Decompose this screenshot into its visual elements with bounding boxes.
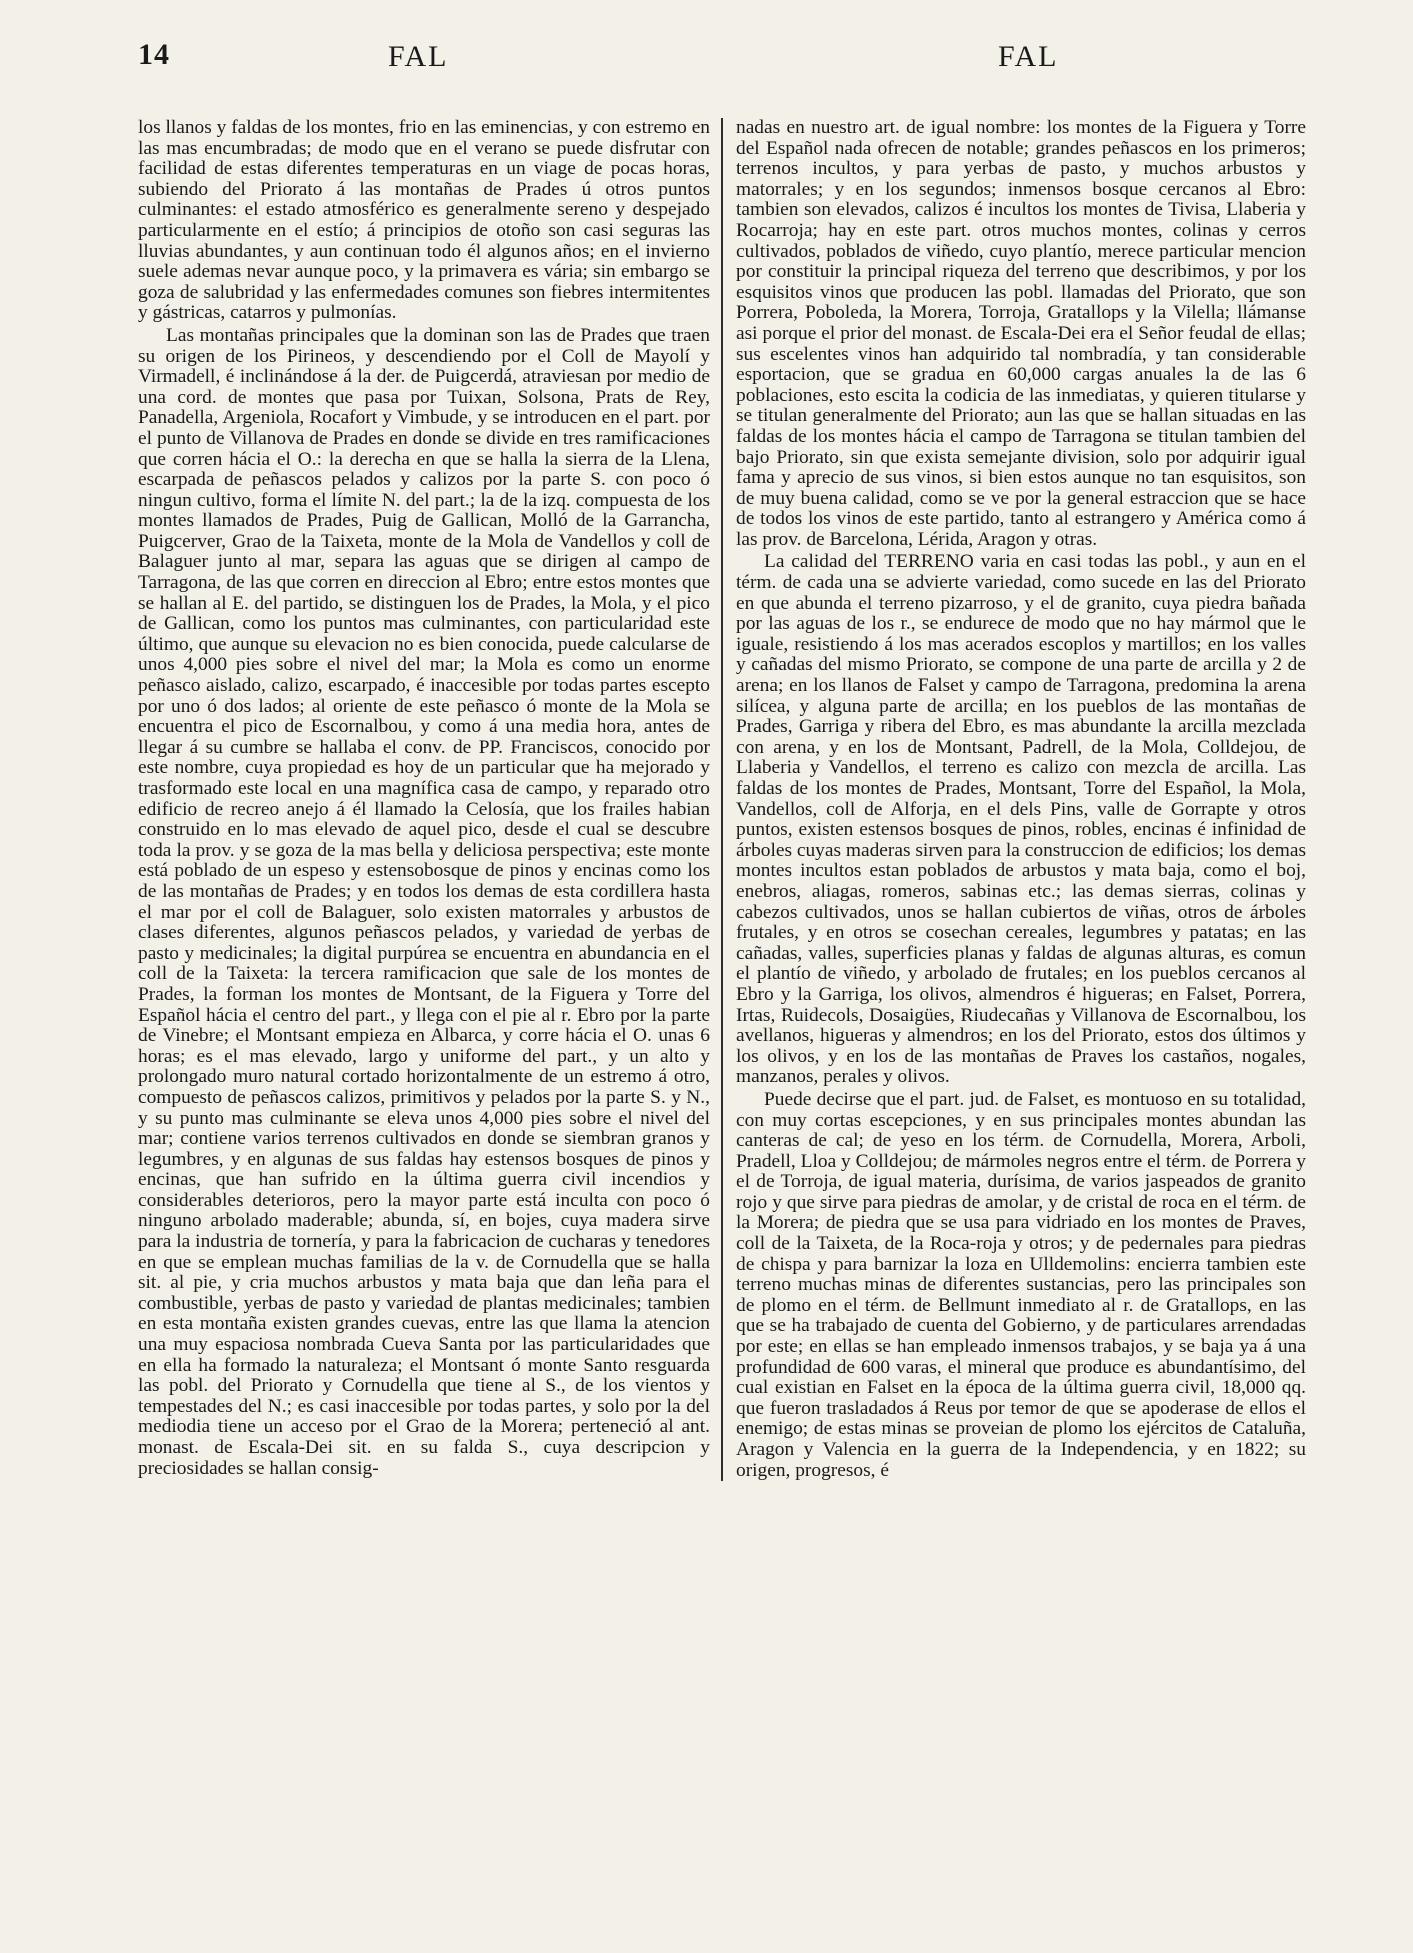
right-column (726, 118, 1306, 1481)
running-head-left: FAL (388, 40, 449, 73)
text-columns (138, 118, 1343, 1481)
paragraph: Las montañas principales que la dominan son las de Prades que traen su origen de los Pirineos, y descendiendo por el Coll de Mayolí y Virmadell, é inclinándose á la der. de Puigcerdá, atraviesan por medio de una cord. de montes que pasa por Tuixan, Solsona, Prats de Rey, Panadella, Argeniola, Rocafort y Vimbude, y se introducen en el part. por el punto de Villanova de Prades en donde se divide en tres ramificaciones que corren hácia el O.: la derecha en que se halla la sierra de la Llena, escarpada de peñascos pelados y calizos por la parte S. con poco ó ningun cultivo, forma el límite N. del part.; la de la izq. compuesta de los montes llamados de Prades, Puig de Gallican, Molló de la Garrancha, Puigcerver, Grao de la Taixeta, monte de la Mola de Vandellos y coll de Balaguer junto al mar, separa las aguas que se dirigen al campo de Tarragona, de las que corren en direccion al Ebro; entre estos montes que se hallan al E. del partido, se distinguen los de Prades, la Mola, y el pico de Gallican, como los puntos mas culminantes, con particularidad este último, que aunque su elevacion no es bien conocida, puede calcularse de unos 4,000 pies sobre el nivel del mar; la Mola es como un enorme peñasco aislado, calizo, escarpado, é inaccesible por todas partes escepto por uno ó dos lados; al oriente de este peñasco ó monte de la Mola se encuentra el pico de Escornalbou, y como á una media hora, antes de llegar á su cumbre se hallaba el conv. de PP. Franciscos, conocido por este nombre, cuya propiedad es hoy de un particular que ha mejorado y trasformado este local en una magnífica casa de campo, y reparado otro edificio de recreo anejo á él llamado la Celosía, que los frailes habian construido en lo mas elevado de aquel pico, desde el cual se descubre toda la prov. y se goza de la mas bella y deliciosa perspectiva; este monte está poblado de un espeso y estensobosque de pinos y encinas como los de las montañas de Prades; y en todos los demas de esta cordillera hasta el mar por el coll de Balaguer, solo existen matorrales y arbustos de clases diferentes, algunos peñascos pelados, y variedad de yerbas de pasto y medicinales; la digital purpúrea se encuentra en abundancia en el coll de la Taixeta: la tercera ramificacion que sale de los montes de Prades, la forman los montes de Montsant, de la Figuera y Torre del Español hácia el centro del part., y llega con el pie al r. Ebro por la parte de Vinebre; el Montsant empieza en Albarca, y corre hácia el O. unas 6 horas; es el mas elevado, largo y uniforme del part., y un alto y prolongado muro natural cortado horizontalmente de un estremo á otro, compuesto de peñascos calizos, primitivos y pelados por la parte S. y N., y su punto mas culminante se eleva unos 4,000 pies sobre el nivel del mar; contiene varios terrenos cultivados en donde se siembran granos y legumbres, y en algunas de sus faldas hay estensos bosques de pinos y encinas, que han sufrido en la última guerra civil incendios y considerables deterioros, pero la mayor parte está inculta con poco ó ninguno arbolado maderable; abunda, sí, en bojes, cuya madera sirve para la industria de tornería, y para la fabricacion de cucharas y tenedores en que se emplean muchas familias de la v. de Cornudella que se halla sit. al pie, y cria muchos arbustos y mata baja que dan leña para el combustible, yerbas de pasto y variedad de plantas medicinales; tambien en esta montaña existen grandes cuevas, entre las que llama la atencion una muy espaciosa nombrada Cueva Santa por las particularidades que en ella ha formado la naturaleza; el Montsant ó monte Santo resguarda las pobl. del Priorato y Cornudella que tiene al S., de los vientos y tempestades del N.; es casi inaccesible por todas partes, y solo por la del mediodia tiene un acceso por el Grao de la Morera; perteneció al ant. monast. de Escala-Dei sit. en su falda S., cuya descripcion y preciosidades se hallan consig- (138, 324, 710, 1479)
paragraph: Puede decirse que el part. jud. de Falset, es montuoso en su totalidad, con muy cortas escepciones, y en sus principales montes abundan las canteras de cal; de yeso en los térm. de Cornudella, Morera, Arboli, Pradell, Lloa y Colldejou; de mármoles negros entre el térm. de Porrera y el de Torroja, de igual materia, durísima, de varios jaspeados de granito rojo y que sirve para piedras de amolar, y de cristal de roca en el térm. de la Morera; de piedra que se usa para vidriado en los montes de Praves, coll de la Taixeta, de la Roca-roja y otros; y de pedernales para piedras de chispa y para barnizar la loza en Ulldemolins: encierra tambien este terreno muchas minas de diferentes sustancias, pero las principales son de plomo en el térm. de Bellmunt inmediato al r. de Gratallops, en las que se ha trabajado de cuenta del Gobierno, y de particulares arrendadas por este; en ellas se han empleado inmensos trabajos, y se baja ya á una profundidad de 600 varas, el mineral que produce es abundantísimo, del cual existian en Falset en la época de la última guerra civil, 18,000 qq. que fueron trasladados á Reus por temor de que se apoderase de ellos el enemigo; de estas minas se proveian de plomo los ejércitos de Cataluña, Aragon y Valencia en la guerra de la Independencia, y en 1822; su origen, progresos, é (736, 1088, 1306, 1481)
page-number: 14 (138, 38, 170, 71)
paragraph: nadas en nuestro art. de igual nombre: los montes de la Figuera y Torre del Español nada ofrecen de notable; grandes peñascos en los primeros; terrenos incultos, y para yerbas de pasto, y muchos arbustos y matorrales; y en los segundos; inmensos bosque cercanos al Ebro: tambien son elevados, calizos é incultos los montes de Tivisa, Llaberia y Rocarroja; hay en este part. otros muchos montes, colinas y cerros cultivados, poblados de viñedo, cuyo plantío, merece particular mencion por constituir la principal riqueza del terreno que describimos, y por los esquisitos vinos que producen las pobl. llamadas del Priorato, que son Porrera, Poboleda, la Morera, Torroja, Gratallops y la Vilella; llámanse asi porque el prior del monast. de Escala-Dei era el Señor feudal de ellas; sus escelentes vinos han adquirido tal nombradía, y tan considerable esportacion, que se gradua en 60,000 cargas anuales la de las 6 poblaciones, esto escita la codicia de las inmediatas, y quieren titularse y se titulan generalmente del Priorato; aun las que se hallan situadas en las faldas de los montes hácia el campo de Tarragona se titulan tambien del bajo Priorato, sin que exista semejante division, solo por adquirir igual fama y aprecio de sus vinos, si bien estos aunque no tan esquisitos, son de muy buena calidad, como se ve por la general estraccion que se hace de todos los vinos de este partido, tanto al estrangero y América como á las prov. de Barcelona, Lérida, Aragon y otras. (736, 117, 1306, 550)
paragraph: los llanos y faldas de los montes, frio en las eminencias, y con estremo en las mas encumbradas; de modo que en el verano se puede disfrutar con facilidad de estas diferentes temperaturas en un viage de pocas horas, subiendo del Priorato á las montañas de Prades ú otros puntos culminantes: el estado atmosférico es generalmente sereno y despejado particularmente en el estío; á principios de otoño son casi seguras las lluvias abundantes, y aun continuan todo él algunos años; en el invierno suele ademas nevar aunque poco, y la primavera es vária; sin embargo se goza de salubridad y las enfermedades comunes son fiebres intermitentes y gástricas, catarros y pulmonías. (138, 117, 710, 324)
column-divider (721, 118, 723, 1481)
paragraph: La calidad del TERRENO varia en casi todas las pobl., y aun en el térm. de cada una se advierte variedad, como sucede en las del Priorato en que abunda el terreno pizarroso, y el de granito, cuya piedra bañada por las aguas de los r., se endurece de modo que no hay mármol que le iguale, resistiendo á los mas acerados escoplos y martillos; en los valles y cañadas del mismo Priorato, se compone de una parte de arcilla y 2 de arena; en los llanos de Falset y campo de Tarragona, predomina la arena silícea, y alguna parte de arcilla; en los pueblos de las montañas de Prades, Garriga y ribera del Ebro, es mas abundante la arcilla mezclada con arena, y en los de Montsant, Padrell, de la Mola, Colldejou, de Llaberia y Vandellos, el terreno es calizo con mezcla de arcilla. Las faldas de los montes de Prades, Montsant, Torre del Español, la Mola, Vandellos, coll de Alforja, en el dels Pins, valle de Gorrapte y otros puntos, existen estensos bosques de pinos, robles, encinas é infinidad de árboles cuyas maderas sirven para la construccion de edificios; los demas montes incultos estan poblados de arbustos y mata baja, como el boj, enebros, aliagas, romeros, sabinas etc.; las demas sierras, colinas y cabezos cultivados, unos se hallan cubiertos de viñas, otros de árboles frutales, y en otros se cosechan cereales, legumbres y patatas; en las cañadas, valles, superficies planas y faldas de algunas alturas, es comun el plantío de viñedo, y arbolado de frutales; en los pueblos cercanos al Ebro y la Garriga, los olivos, almendros é higueras; en Falset, Porrera, Irtas, Ruidecols, Dosaigües, Riudecañas y Villanova de Escornalbou, los avellanos, higueras y almendros; en los del Priorato, estos dos últimos y los olivos, y en los de las montañas de Praves los castaños, nogales, manzanos, perales y olivos. (736, 551, 1306, 1088)
left-column (138, 118, 718, 1479)
page-header (138, 38, 1343, 82)
running-head-right: FAL (998, 40, 1059, 73)
